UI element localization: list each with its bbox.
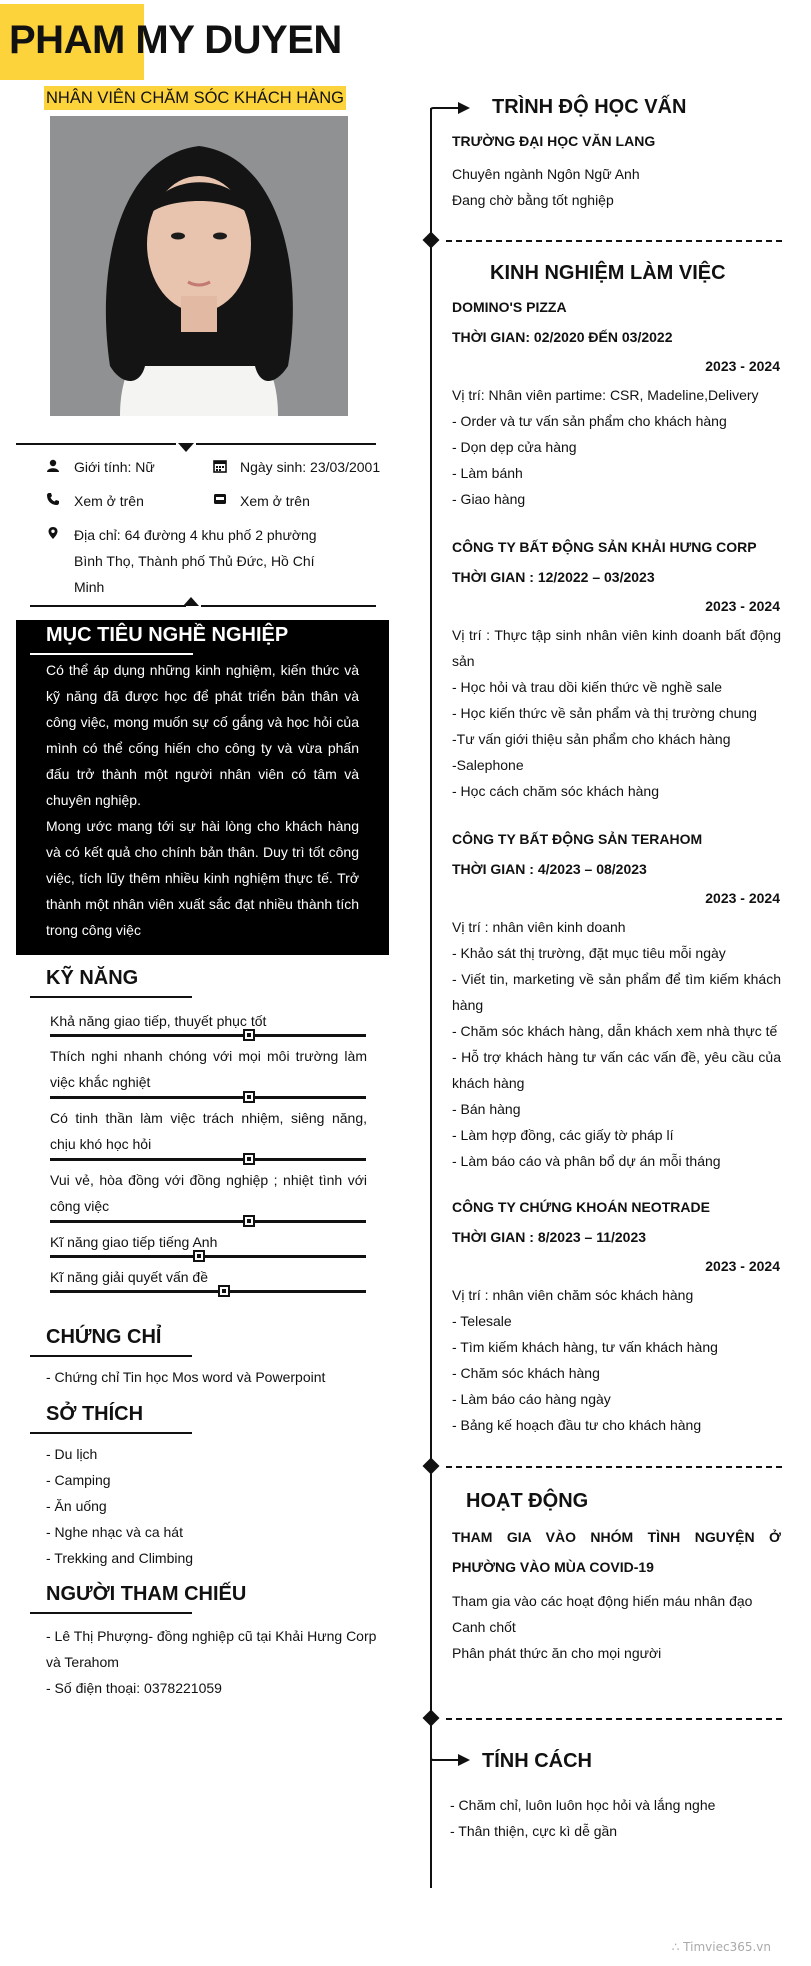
skill-label: Vui vẻ, hòa đồng với đồng nghiệp ; nhiệt tình với công việc [50, 1172, 367, 1214]
job-range: 2023 - 2024 [705, 890, 780, 906]
skill-bar [50, 1034, 366, 1037]
timeline-marker [423, 232, 440, 249]
job-time: THỜI GIAN: 02/2020 ĐẾN 03/2022 [452, 329, 673, 345]
email-icon [213, 492, 227, 506]
certificate-item: - Chứng chỉ Tin học Mos word và Powerpoint [46, 1369, 326, 1385]
timeline-line [430, 108, 432, 1888]
job-line: - Làm hợp đồng, các giấy tờ pháp lí [452, 1127, 674, 1143]
birthday: Ngày sinh: 23/03/2001 [240, 459, 381, 475]
profile-photo [50, 116, 348, 416]
email: Xem ở trên [240, 493, 310, 509]
job-line: - Làm bánh [452, 465, 523, 481]
portrait-illustration [50, 116, 348, 416]
location-icon [46, 526, 60, 540]
hobby-item: - Du lịch [46, 1446, 98, 1462]
job-line: Vị trí: Nhân viên partime: CSR, Madeline,Delivery [452, 387, 759, 403]
skill-level-handle [243, 1215, 255, 1227]
job-company: CÔNG TY CHỨNG KHOÁN NEOTRADE [452, 1199, 710, 1215]
skills-title: KỸ NĂNG [46, 967, 139, 989]
job-range: 2023 - 2024 [705, 358, 780, 374]
job-company: CÔNG TY BẤT ĐỘNG SẢN KHẢI HƯNG CORP [452, 539, 757, 555]
skill-bar [50, 1220, 366, 1223]
section-divider [446, 1466, 782, 1468]
activity-line: Canh chốt [452, 1619, 516, 1635]
address-line-3: Minh [74, 579, 105, 595]
job-line: Vị trí : nhân viên chăm sóc khách hàng [452, 1287, 694, 1303]
section-underline [30, 1432, 192, 1434]
job-line: - Làm báo cáo và phân bổ dự án mỗi tháng [452, 1153, 721, 1169]
experience-title-text: KINH NGHIỆM LÀM VIỆC [490, 262, 726, 284]
divider [16, 443, 176, 445]
job-line: - Làm báo cáo hàng ngày [452, 1391, 611, 1407]
job-line: -Tư vấn giới thiệu sản phẩm cho khách hàng [452, 731, 731, 747]
job-line: - Chăm sóc khách hàng [452, 1365, 600, 1381]
skill-label: Khả năng giao tiếp, thuyết phục tốt [50, 1013, 267, 1029]
skill-level-handle [243, 1153, 255, 1165]
timeline-arrow-icon [428, 1740, 472, 1770]
activity-line: Tham gia vào các hoạt động hiến máu nhân đạo [452, 1593, 753, 1609]
reference-item: - Số điện thoại: 0378221059 [46, 1680, 222, 1696]
reference-item: và Terahom [46, 1654, 119, 1670]
job-line: - Telesale [452, 1313, 512, 1329]
job-line: - Order và tư vấn sản phẩm cho khách hàng [452, 413, 727, 429]
job-title: NHÂN VIÊN CHĂM SÓC KHÁCH HÀNG [44, 86, 346, 110]
phone-icon [46, 492, 60, 506]
divider [201, 605, 376, 607]
hobby-item: - Nghe nhạc và ca hát [46, 1524, 183, 1540]
skill-bar [50, 1290, 366, 1293]
job-line: - Bảng kế hoạch đầu tư cho khách hàng [452, 1417, 702, 1433]
watermark: ∴ Timviec365.vn [671, 1940, 771, 1954]
timeline-marker [423, 1710, 440, 1727]
reference-item: - Lê Thị Phượng- đồng nghiệp cũ tại Khải Hưng Corp [46, 1628, 377, 1644]
address-line-2: Bình Thọ, Thành phố Thủ Đức, Hồ Chí [74, 553, 315, 569]
divider-arrow-icon [183, 597, 199, 606]
activity-line: Phân phát thức ăn cho mọi người [452, 1645, 662, 1661]
job-time: THỜI GIAN : 8/2023 – 11/2023 [452, 1229, 647, 1245]
skill-bar [50, 1255, 366, 1258]
calendar-icon [213, 459, 227, 473]
job-line: - Dọn dẹp cửa hàng [452, 439, 577, 455]
divider [30, 605, 186, 607]
section-underline [30, 996, 192, 998]
gender: Giới tính: Nữ [74, 459, 155, 475]
school-name: TRƯỜNG ĐẠI HỌC VĂN LANG [452, 133, 656, 149]
user-icon [46, 459, 60, 473]
education-title [482, 96, 696, 119]
references-title: NGƯỜI THAM CHIẾU [46, 1583, 247, 1605]
section-divider [446, 240, 782, 242]
job-line: - Học kiến thức về sản phẩm và thị trường chung [452, 705, 757, 721]
section-underline [30, 653, 193, 655]
personality-title: TÍNH CÁCH [482, 1750, 592, 1772]
hobby-item: - Camping [46, 1472, 111, 1488]
divider [196, 443, 376, 445]
job-line: - Viết tin, marketing về sản phẩm để tìm kiếm khách hàng [452, 971, 781, 1013]
skill-label: Kĩ năng giải quyết vấn đề [50, 1269, 209, 1285]
skill-level-handle [193, 1250, 205, 1262]
job-line: - Hỗ trợ khách hàng tư vấn các vấn đề, yêu cầu của khách hàng [452, 1049, 781, 1091]
job-company: CÔNG TY BẤT ĐỘNG SẢN TERAHOM [452, 831, 703, 847]
phone: Xem ở trên [74, 493, 144, 509]
job-line: - Khảo sát thị trường, đặt mục tiêu mỗi ngày [452, 945, 726, 961]
job-line: - Bán hàng [452, 1101, 521, 1117]
skill-label: Kĩ năng giao tiếp tiếng Anh [50, 1234, 218, 1250]
job-line: - Tìm kiếm khách hàng, tư vấn khách hàng [452, 1339, 718, 1355]
hobby-item: - Trekking and Climbing [46, 1550, 194, 1566]
hobby-item: - Ăn uống [46, 1498, 107, 1514]
skill-bar [50, 1158, 366, 1161]
candidate-name: PHAM MY DUYEN [9, 18, 342, 62]
job-time: THỜI GIAN : 12/2022 – 03/2023 [452, 569, 655, 585]
education-title-text: TRÌNH ĐỘ HỌC VẤN [492, 96, 687, 118]
personality-line: - Thân thiện, cực kì dễ gần [450, 1823, 618, 1839]
activity-heading: THAM GIA VÀO NHÓM TÌNH NGUYỆN Ở PHƯỜNG VÀO MÙA COVID-19 [452, 1529, 781, 1575]
job-line: - Học hỏi và trau dồi kiến thức về nghề sale [452, 679, 723, 695]
skill-level-handle [218, 1285, 230, 1297]
section-underline [30, 1612, 192, 1614]
objective-title: MỤC TIÊU NGHỀ NGHIỆP [46, 624, 289, 646]
section-underline [30, 1355, 192, 1357]
timeline-marker [423, 1458, 440, 1475]
objective-paragraph-1: Có thể áp dụng những kinh nghiệm, kiến thức và kỹ năng đã được học để phát triển bản thân và công việc, mong muốn sự cố gắng và học hỏi của mình có thể cống hiến cho công ty và vừa phấn đấu trở thành một người nhân viên có tâm và chuyên nghiệp. [46, 662, 359, 808]
job-line: -Salephone [452, 757, 524, 773]
skill-level-handle [243, 1091, 255, 1103]
job-time: THỜI GIAN : 4/2023 – 08/2023 [452, 861, 647, 877]
personality-line: - Chăm chỉ, luôn luôn học hỏi và lắng nghe [450, 1797, 716, 1813]
job-line: - Chăm sóc khách hàng, dẫn khách xem nhà thực tế [452, 1023, 778, 1039]
job-line: Vị trí : nhân viên kinh doanh [452, 919, 626, 935]
certificates-title: CHỨNG CHỈ [46, 1326, 162, 1348]
education-line: Đang chờ bằng tốt nghiệp [452, 192, 614, 208]
education-line: Chuyên ngành Ngôn Ngữ Anh [452, 166, 640, 182]
skill-bar [50, 1096, 366, 1099]
skill-label: Có tinh thần làm việc trách nhiệm, siêng năng, chịu khó học hỏi [50, 1110, 367, 1152]
skill-label: Thích nghi nhanh chóng với mọi môi trường làm việc khắc nghiệt [50, 1048, 367, 1090]
address-line-1: Địa chỉ: 64 đường 4 khu phố 2 phường [74, 527, 317, 543]
section-divider [446, 1718, 782, 1720]
job-line: Vị trí : Thực tập sinh nhân viên kinh doanh bất động sản [452, 627, 781, 669]
watermark-text: Timviec365.vn [683, 1940, 771, 1954]
job-range: 2023 - 2024 [705, 598, 780, 614]
job-range: 2023 - 2024 [705, 1258, 780, 1274]
job-line: - Giao hàng [452, 491, 526, 507]
divider-arrow-icon [178, 443, 194, 452]
activities-title: HOẠT ĐỘNG [466, 1490, 589, 1512]
experience-title [480, 262, 736, 285]
hobbies-title: SỞ THÍCH [46, 1403, 144, 1425]
skill-level-handle [243, 1029, 255, 1041]
timeline-arrow-icon [428, 100, 472, 120]
job-company: DOMINO'S PIZZA [452, 299, 567, 315]
objective-paragraph-2: Mong ước mang tới sự hài lòng cho khách hàng và có kết quả cho chính bản thân. Duy trì tốt công việc, tích lũy thêm nhiều kinh nghiệm thực tế. Trở thành một nhân viên xuất sắc đạt nhiều thành tích trong công việc [46, 818, 359, 938]
job-line: - Học cách chăm sóc khách hàng [452, 783, 659, 799]
